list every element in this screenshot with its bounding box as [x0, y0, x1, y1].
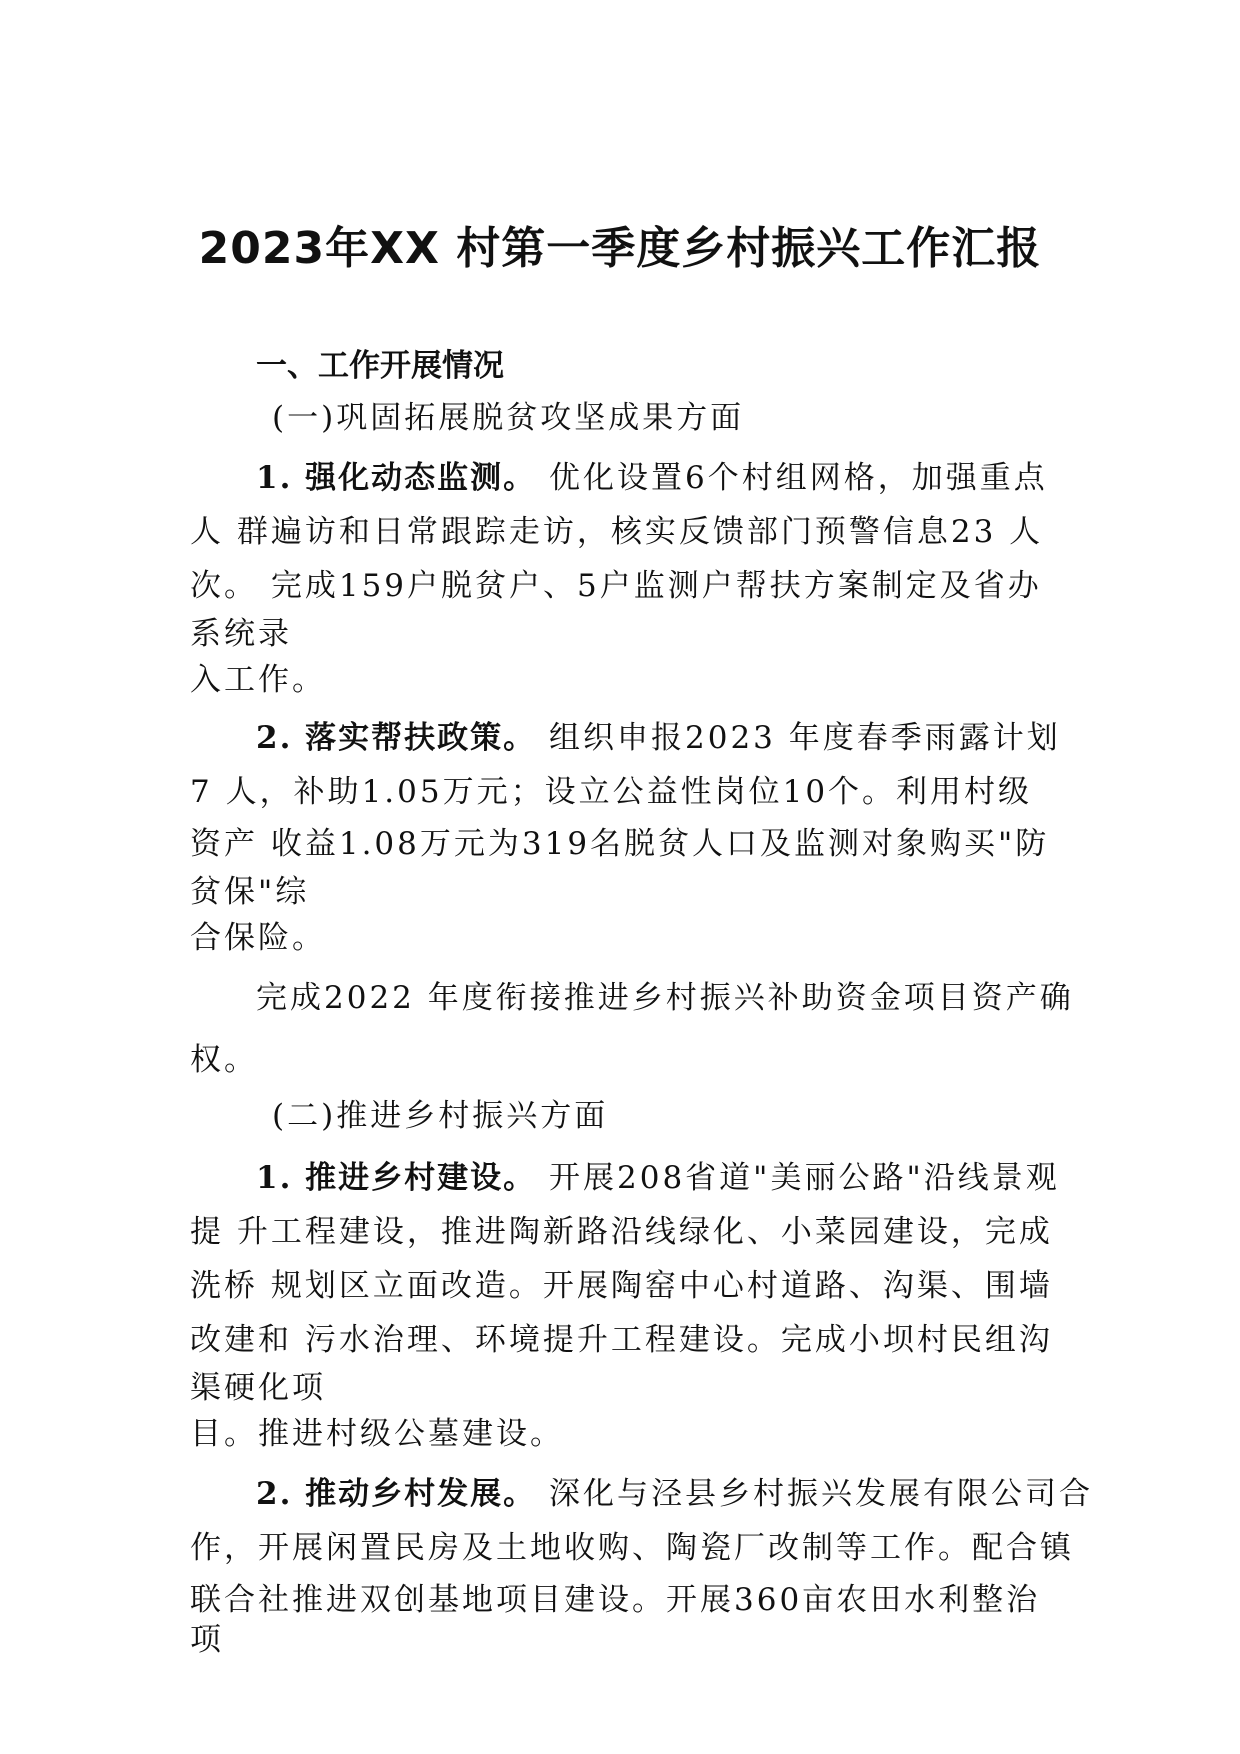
subsection-heading-2: (二)推进乡村振兴方面 — [272, 1098, 609, 1134]
paragraph-3-line-2: 权。 — [190, 1042, 258, 1078]
paragraph-5-line-4: 项 — [190, 1622, 224, 1658]
paragraph-2-line-3: 资产 收益1.08万元为319名脱贫人口及监测对象购买"防 — [190, 826, 1050, 862]
paragraph-5-line-2: 作，开展闲置民房及土地收购、陶瓷厂改制等工作。配合镇 — [190, 1530, 1074, 1566]
paragraph-4-line-3: 洗桥 规划区立面改造。开展陶窑中心村道路、沟渠、围墙 — [190, 1268, 1053, 1304]
paragraph-2-line-2: 7 人，补助1.05万元；设立公益性岗位10个。利用村级 — [190, 774, 1033, 810]
paragraph-4-line-2: 提 升工程建设，推进陶新路沿线绿化、小菜园建设，完成 — [190, 1214, 1053, 1250]
paragraph-4-line-6: 目。推进村级公墓建设。 — [190, 1416, 564, 1452]
paragraph-1-line-4: 系统录 — [190, 616, 292, 652]
paragraph-1-heading: 1. 强化动态监测。 — [256, 460, 537, 496]
document-title: 2023年XX 村第一季度乡村振兴工作汇报 — [198, 223, 1042, 274]
paragraph-2-line-1: 2. 落实帮扶政策。 组织申报2023 年度春季雨露计划 — [256, 720, 1061, 756]
paragraph-3-line-1: 完成2022 年度衔接推进乡村振兴补助资金项目资产确 — [256, 980, 1074, 1016]
subsection-heading-1: (一)巩固拓展脱贫攻坚成果方面 — [272, 400, 745, 436]
paragraph-5-line-1: 2. 推动乡村发展。 深化与泾县乡村振兴发展有限公司合 — [256, 1476, 1094, 1512]
paragraph-1-line-2: 人 群遍访和日常跟踪走访，核实反馈部门预警信息23 人 — [190, 514, 1044, 550]
paragraph-4-line-1: 1. 推进乡村建设。 开展208省道"美丽公路"沿线景观 — [256, 1160, 1060, 1196]
paragraph-4-line-5: 渠硬化项 — [190, 1370, 326, 1406]
paragraph-5-heading: 2. 推动乡村发展。 — [256, 1476, 537, 1512]
paragraph-2-line-4: 贫保"综 — [190, 874, 310, 910]
paragraph-1-line-1: 1. 强化动态监测。 优化设置6个村组网格，加强重点 — [256, 460, 1048, 496]
paragraph-2-line-5: 合保险。 — [190, 920, 326, 956]
paragraph-4-heading: 1. 推进乡村建设。 — [256, 1160, 537, 1196]
paragraph-1-line-5: 入工作。 — [190, 662, 326, 698]
paragraph-5-line-3: 联合社推进双创基地项目建设。开展360亩农田水利整治 — [190, 1582, 1041, 1618]
paragraph-1-line-3: 次。 完成159户脱贫户、5户监测户帮扶方案制定及省办 — [190, 568, 1042, 604]
section-heading-1: 一、工作开展情况 — [256, 348, 504, 384]
paragraph-2-heading: 2. 落实帮扶政策。 — [256, 720, 537, 756]
paragraph-4-line-4: 改建和 污水治理、环境提升工程建设。完成小坝村民组沟 — [190, 1322, 1053, 1358]
